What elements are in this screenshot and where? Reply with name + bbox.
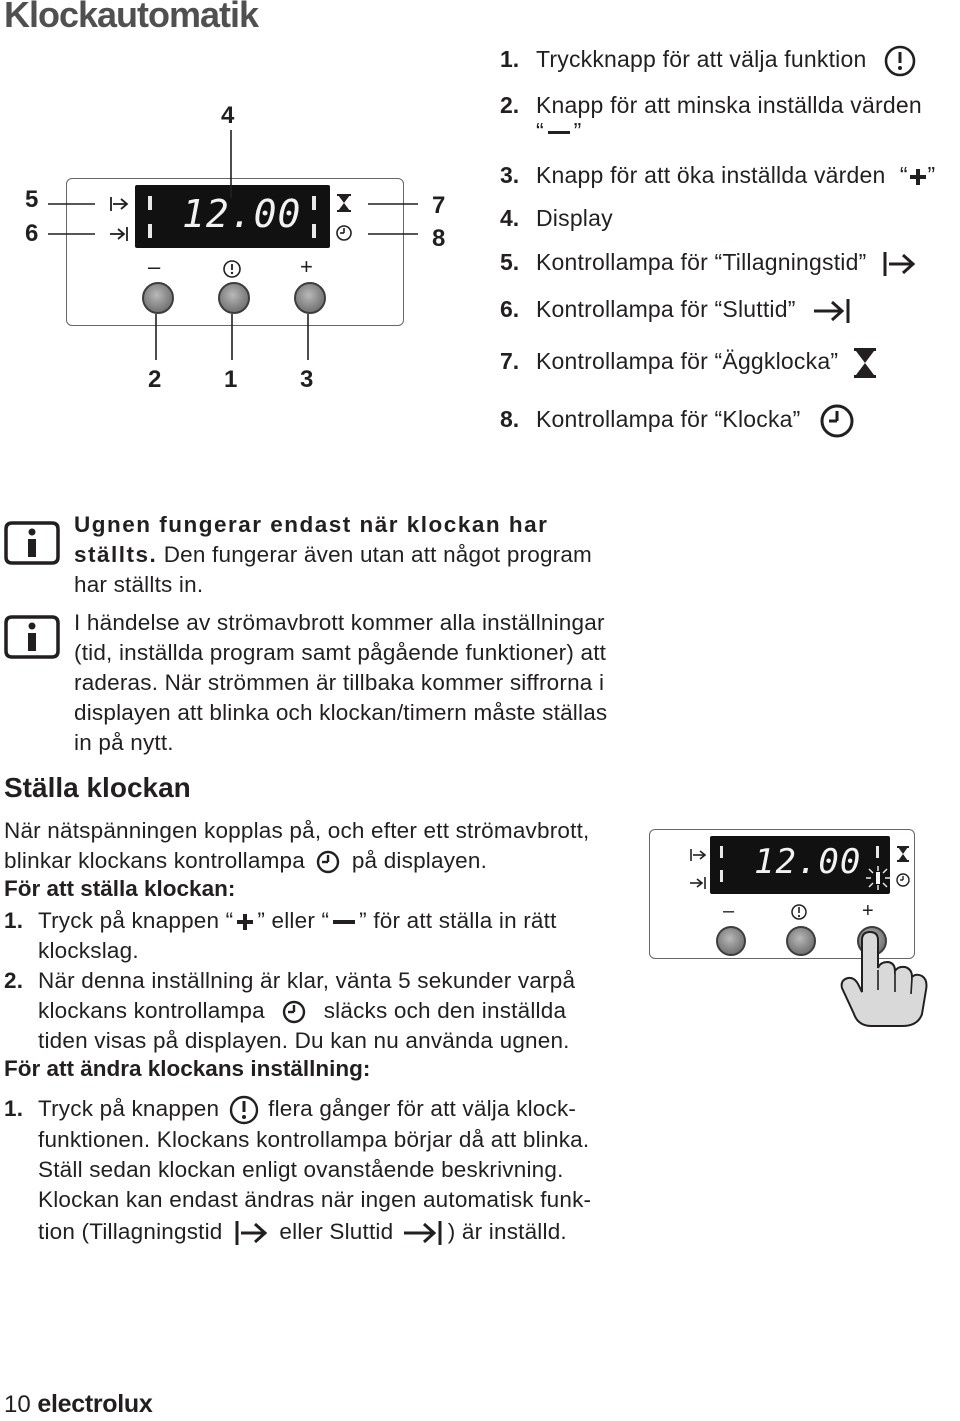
callout-lines [0,0,460,400]
legend-item-6: 6. Kontrollampa för “Sluttid” [500,296,854,326]
page-footer [4,1390,152,1419]
blinking-indicator-icon [864,864,892,892]
plus-icon [235,912,255,932]
callout-3: 3 [300,366,314,393]
page-title: Klockautomatik [4,0,259,35]
legend-item-2: 2. Knapp för att minska inställda värden [500,92,922,118]
clock-select-icon [790,903,808,921]
clock-icon [895,872,911,888]
minus-symbol: – [148,254,161,279]
plus-icon [908,167,928,187]
indicator-right-top [876,846,879,858]
intro-line-1: När nätspänningen kopplas på, och efter ett strömavbrott, [4,818,590,843]
clock-icon [819,403,855,439]
legend-item-4: 4. Display [500,205,613,231]
pointing-hand-icon [832,928,932,1028]
callout-8: 8 [432,225,446,252]
function-button[interactable] [786,926,816,956]
clock-select-icon [883,44,917,78]
brand-logo: electrolux [37,1390,153,1418]
clock-icon [315,849,341,875]
info-paragraph-2: I händelse av strömavbrott kommer alla inställningar (tid, inställda program samt pågående funktioner) att raderas. När strömmen är tillbaka kommer siffrorna i displayen att blinka och klockan/timern måste ställas in på nytt. [74,610,608,755]
minus-icon [548,131,570,134]
callout-2: 2 [148,366,162,393]
plus-symbol: + [300,254,313,279]
subheading-set-clock: För att ställa klockan: [4,876,236,901]
plus-symbol: + [862,900,874,922]
subheading-change-clock: För att ändra klockans inställning: [4,1056,371,1081]
minus-icon [333,920,355,924]
callout-7: 7 [432,192,446,219]
info-icon [4,614,60,660]
indicator-left-top [720,846,723,858]
end-time-icon [402,1218,446,1248]
callout-6: 6 [25,220,39,247]
legend-item-7: 7. Kontrollampa för “Äggklocka” [500,347,877,379]
hourglass-icon [853,347,877,379]
display-time: 12.00 [182,192,302,236]
info-icon [4,520,60,566]
cooking-time-icon [688,846,708,864]
legend-minus-quote: “ ” [536,118,582,144]
cooking-time-icon [233,1218,269,1248]
step-1: 1. Tryck på knappen “ ” eller “ ” för att ställa in rätt klockslag. [4,908,557,963]
end-time-icon [812,296,854,326]
legend-item-8: 8. Kontrollampa för “Klocka” [500,403,855,439]
minus-button[interactable] [716,926,746,956]
hourglass-icon [896,845,910,863]
clock-icon [281,999,307,1025]
change-step-1: 1. Tryck på knappen flera gånger för att välja klock- funktionen. Klockans kontrollampa börjar då att blinka. Ställ sedan klockan enligt ovanstående beskrivning. Klockan kan endast ändras när ingen automatisk funk- tion (Tillagningstid eller Sluttid ) är inställd. [0,1094,620,1254]
legend-item-3: 3. Knapp för att öka inställda värden “ ” [500,162,936,188]
page-number: 10 [4,1391,31,1418]
callout-5: 5 [25,186,39,213]
step-2: 2. När denna inställning är klar, vänta 5 sekunder varpå klockans kontrollampa släcks och den inställda tiden visas på displayen. Du kan nu använda ugnen. [4,968,576,1053]
display-time: 12.00 [754,842,862,882]
legend-item-5: 5. Kontrollampa för “Tillagningstid” [500,249,917,279]
callout-1: 1 [224,366,238,393]
intro-line-2: blinkar klockans kontrollampa på displayen. [4,846,487,876]
end-time-icon [688,874,708,892]
indicator-left-bottom [720,870,723,882]
cooking-time-icon [881,249,917,279]
section-heading: Ställa klockan [4,772,191,803]
clock-select-icon [228,1094,260,1126]
minus-symbol: – [723,900,735,922]
info-paragraph-1: Ugnen fungerar endast när klockan har ställts. Den fungerar även utan att något program har ställts in. [74,512,593,597]
legend-item-1: 1. Tryckknapp för att välja funktion [500,44,917,78]
callout-4: 4 [221,102,235,129]
